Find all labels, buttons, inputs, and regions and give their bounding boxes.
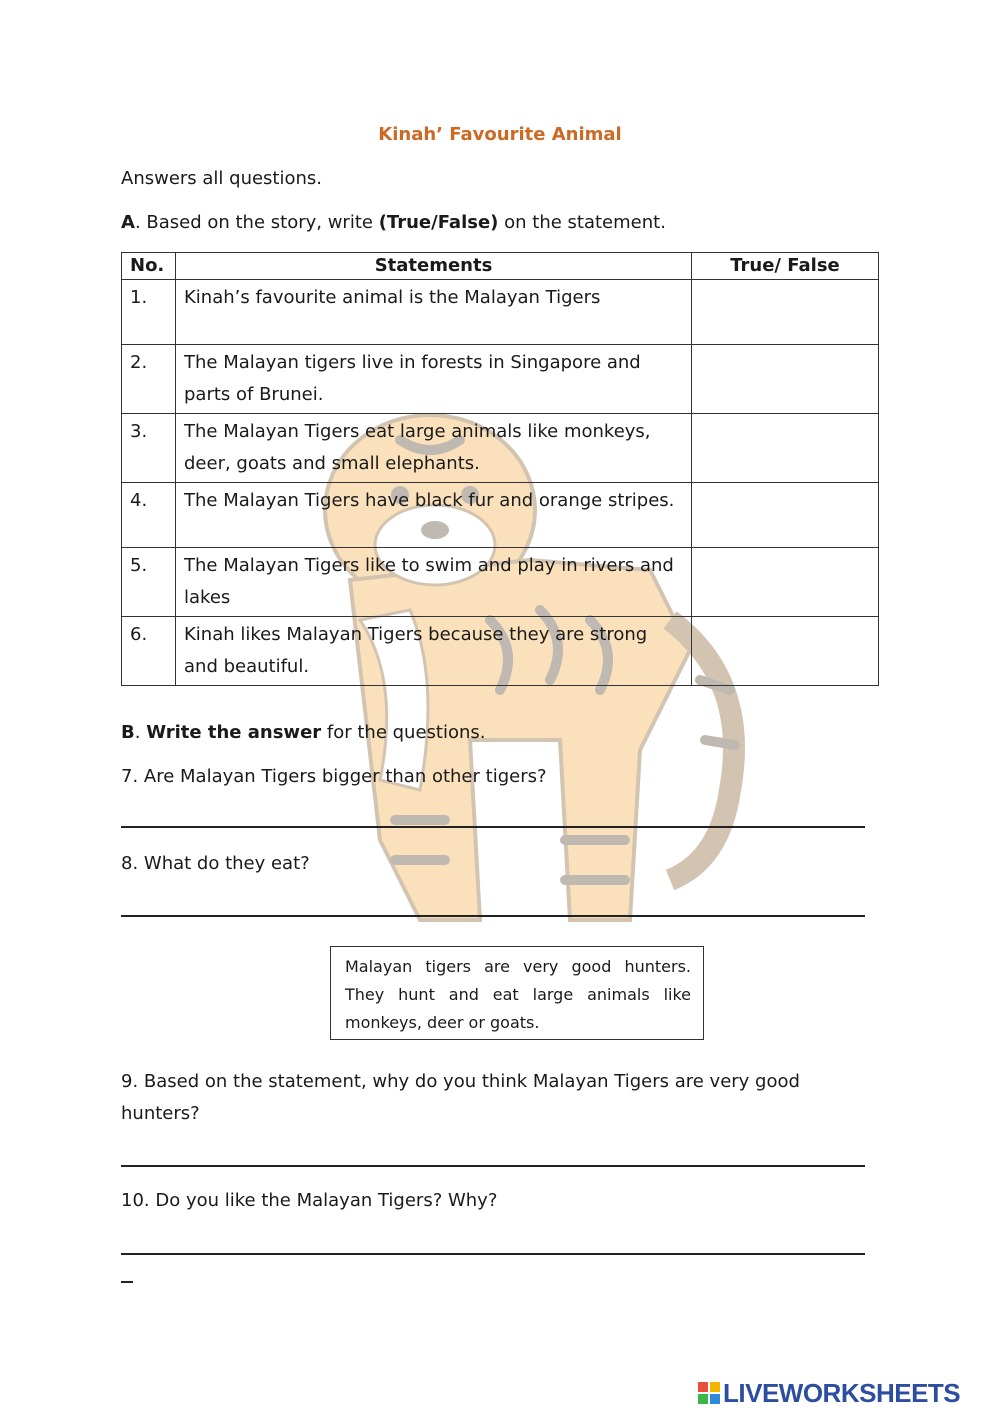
row-number: 4. — [122, 483, 176, 548]
logo-mark-icon — [698, 1382, 720, 1404]
header-no: No. — [122, 253, 176, 280]
answer-cell[interactable] — [692, 280, 879, 345]
section-b-text: for the questions. — [321, 722, 486, 743]
section-b-heading — [121, 722, 485, 743]
section-a-heading — [121, 212, 666, 233]
table-row — [122, 483, 879, 548]
liveworksheets-logo — [698, 1376, 960, 1410]
question-9-line-2: hunters? — [121, 1103, 200, 1124]
statement-box: Malayan tigers are very good hunters. They hunt and eat large animals like monkeys, deer or goats. — [330, 946, 704, 1040]
logo-text: LIVEWORKSHEETS — [723, 1377, 961, 1408]
row-statement: The Malayan tigers live in forests in Singapore and parts of Brunei. — [176, 345, 692, 414]
true-false-table — [121, 252, 879, 686]
row-statement: Kinah’s favourite animal is the Malayan Tigers — [176, 280, 692, 345]
row-number: 3. — [122, 414, 176, 483]
section-b-letter: B — [121, 722, 135, 743]
question-10: 10. Do you like the Malayan Tigers? Why? — [121, 1190, 498, 1211]
table-row — [122, 280, 879, 345]
header-statements: Statements — [176, 253, 692, 280]
answer-cell[interactable] — [692, 483, 879, 548]
worksheet-title: Kinah’ Favourite Animal — [378, 124, 622, 145]
table-row — [122, 345, 879, 414]
row-number: 6. — [122, 617, 176, 686]
answer-cell[interactable] — [692, 548, 879, 617]
section-a-letter: A — [121, 212, 135, 233]
answer-line-10-continuation[interactable] — [121, 1281, 133, 1283]
table-row — [122, 414, 879, 483]
table-row — [122, 617, 879, 686]
question-8: 8. What do they eat? — [121, 853, 310, 874]
row-statement: The Malayan Tigers have black fur and orange stripes. — [176, 483, 692, 548]
answer-line-9[interactable] — [121, 1165, 865, 1167]
section-a-bold: (True/False) — [378, 212, 499, 233]
row-statement: The Malayan Tigers like to swim and play in rivers and lakes — [176, 548, 692, 617]
row-statement: The Malayan Tigers eat large animals like monkeys, deer, goats and small elephants. — [176, 414, 692, 483]
question-9-line-1: 9. Based on the statement, why do you think Malayan Tigers are very good — [121, 1071, 800, 1092]
row-number: 5. — [122, 548, 176, 617]
section-a-text: . Based on the story, write — [134, 212, 379, 233]
row-number: 1. — [122, 280, 176, 345]
row-number: 2. — [122, 345, 176, 414]
row-statement: Kinah likes Malayan Tigers because they are strong and beautiful. — [176, 617, 692, 686]
answer-line-10[interactable] — [121, 1253, 865, 1255]
answer-cell[interactable] — [692, 617, 879, 686]
section-b-bold: Write the answer — [146, 722, 322, 743]
answer-line-8[interactable] — [121, 915, 865, 917]
question-7: 7. Are Malayan Tigers bigger than other tigers? — [121, 766, 547, 787]
section-b-dot: . — [134, 722, 141, 743]
table-row — [122, 548, 879, 617]
answer-line-7[interactable] — [121, 826, 865, 828]
section-a-text-after: on the statement. — [498, 212, 666, 233]
instruction-text: Answers all questions. — [121, 168, 323, 189]
header-true-false: True/ False — [692, 253, 879, 280]
table-header-row — [122, 253, 879, 280]
answer-cell[interactable] — [692, 345, 879, 414]
answer-cell[interactable] — [692, 414, 879, 483]
